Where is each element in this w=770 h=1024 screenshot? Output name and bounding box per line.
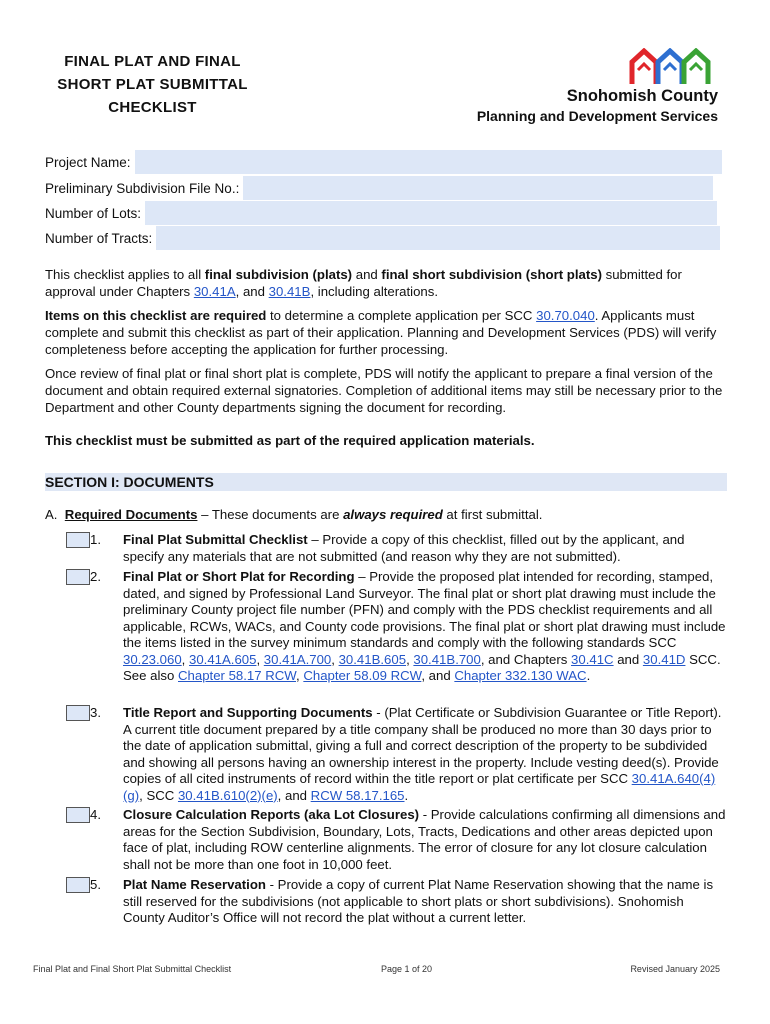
- file-no-label: Preliminary Subdivision File No.:: [45, 180, 240, 196]
- required-documents-subheading: A. Required Documents – These documents are always required at first submittal.: [45, 507, 543, 522]
- footer-revised: Revised January 2025: [630, 964, 720, 974]
- footer-left: Final Plat and Final Short Plat Submittal Checklist: [33, 964, 232, 974]
- item-1-checkbox[interactable]: [66, 532, 90, 548]
- link[interactable]: 30.41A.640(4)(g): [123, 771, 716, 803]
- link-30-41b[interactable]: 30.41B: [268, 284, 311, 299]
- intro-paragraph-3: Once review of final plat or final short plat is complete, PDS will notify the applicant to prepare a final version of the document and obtain required external signatories. Completion of additional items may still be necessary prior to the Department and other County departments signing the document for recording.: [45, 366, 723, 415]
- link[interactable]: 30.41B.605: [338, 651, 407, 667]
- tracts-row: [45, 227, 720, 249]
- link[interactable]: 30.41A.700: [263, 651, 332, 667]
- intro-paragraph-2: Items on this checklist are required to determine a complete application per SCC 30.70.040. Applicants must complete and submit this checklist as part of their application. Planning and Development Services (PDS) will verify completeness before accepting the application for further processing.: [45, 308, 717, 357]
- item-text: Final Plat or Short Plat for Recording – Provide the proposed plat intended for recording, stamped, dated, and signed by Professional Land Surveyor. The final plat or short plat drawing must include the preliminary County project file number (PFN) and comply with the PDS checklist requirements and all applicable, RCWs, WACs, and County code provisions. The final plat or short plat drawing must include the items listed in the survey minimum standards and comply with the following standards SCC 30.23.060, 30.41A.605, 30.41A.700, 30.41B.605, 30.41B.700, and Chapters 30.41C and 30.41D SCC. See also Chapter 58.17 RCW, Chapter 58.09 RCW, and Chapter 332.130 WAC.: [123, 569, 726, 683]
- link-30-41a[interactable]: 30.41A: [193, 284, 236, 299]
- item-text: Plat Name Reservation - Provide a copy of current Plat Name Reservation showing that the name is still reserved for the subdivisions (not applicable to short plats or short subdivisions). Snohomish County Auditor’s Office will not record the plat without a current letter.: [123, 877, 714, 925]
- item-number: 5.: [90, 877, 101, 892]
- title-line-3: CHECKLIST: [108, 99, 197, 116]
- file-no-input[interactable]: [243, 176, 713, 200]
- section-1-header: SECTION I: DOCUMENTS: [45, 473, 727, 491]
- item-number: 2.: [90, 569, 101, 584]
- link-30-70-040[interactable]: 30.70.040: [536, 308, 595, 323]
- link[interactable]: 30.41B.610(2)(e): [177, 787, 278, 803]
- footer-page-number: Page 1 of 20: [381, 964, 433, 974]
- link[interactable]: 30.41B.700: [413, 651, 481, 667]
- file-no-row: [45, 177, 713, 199]
- link[interactable]: 30.41D: [642, 651, 686, 667]
- tracts-input[interactable]: [156, 226, 720, 250]
- item-4-checkbox[interactable]: [66, 807, 90, 823]
- lots-row: [45, 202, 717, 224]
- document-title: [40, 50, 265, 119]
- tracts-label: Number of Tracts:: [45, 230, 153, 246]
- link[interactable]: Chapter 332.130 WAC: [454, 668, 587, 683]
- county-name: Snohomish County: [566, 87, 718, 105]
- item-text: Title Report and Supporting Documents - (Plat Certificate or Subdivision Guarantee or Title Report). A current title document prepared by a title company shall be produced no more than 30 days prior to the date of application submittal, giving a full and correct description of the property to be subdivided and showing all persons having an ownership interest in the property. Include vesting deed(s). Provide copies of all cited instruments of record within the title report or plat certificate per SCC 30.41A.640(4)(g), SCC 30.41B.610(2)(e), and RCW 58.17.165.: [123, 705, 722, 803]
- item-text: Closure Calculation Reports (aka Lot Closures) - Provide calculations confirming all dimensions and areas for the Section Subdivision, Boundary, Lots, Tracts, Dedications and other areas depicted upon face of plat, including ROW centerline alignments. The error of closure for any lot closure calculation shall not be more than one foot in 10,000 feet.: [123, 807, 726, 872]
- item-number: 3.: [90, 705, 101, 720]
- intro-paragraph-4: This checklist must be submitted as part of the required application materials.: [45, 433, 535, 448]
- item-2-checkbox[interactable]: [66, 569, 90, 585]
- project-name-row: [45, 151, 722, 173]
- item-3-checkbox[interactable]: [66, 705, 90, 721]
- snohomish-county-arrows-logo-icon: [628, 48, 714, 86]
- department-name: Planning and Development Services: [476, 108, 718, 124]
- link[interactable]: 30.23.060: [123, 651, 182, 667]
- project-name-input[interactable]: [135, 150, 722, 174]
- item-text: Final Plat Submittal Checklist – Provide a copy of this checklist, filled out by the applicant, and specify any materials that are not submitted (and reason why they are not submitted).: [123, 532, 685, 564]
- link[interactable]: Chapter 58.09 RCW: [303, 668, 422, 683]
- link[interactable]: 30.41A.605: [189, 651, 257, 667]
- item-5-checkbox[interactable]: [66, 877, 90, 893]
- title-line-1: FINAL PLAT AND FINAL: [64, 53, 241, 70]
- lots-input[interactable]: [145, 201, 717, 225]
- link[interactable]: RCW 58.17.165: [310, 787, 405, 803]
- intro-paragraph-1: This checklist applies to all final subdivision (plats) and final short subdivision (short plats) submitted for approval under Chapters 30.41A, and 30.41B, including alterations.: [45, 267, 682, 299]
- link[interactable]: 30.41C: [571, 651, 614, 667]
- lots-label: Number of Lots:: [45, 205, 142, 221]
- link[interactable]: Chapter 58.17 RCW: [178, 668, 297, 683]
- project-name-label: Project Name:: [45, 154, 131, 170]
- item-number: 1.: [90, 532, 101, 547]
- item-number: 4.: [90, 807, 101, 822]
- title-line-2: SHORT PLAT SUBMITTAL: [57, 76, 248, 93]
